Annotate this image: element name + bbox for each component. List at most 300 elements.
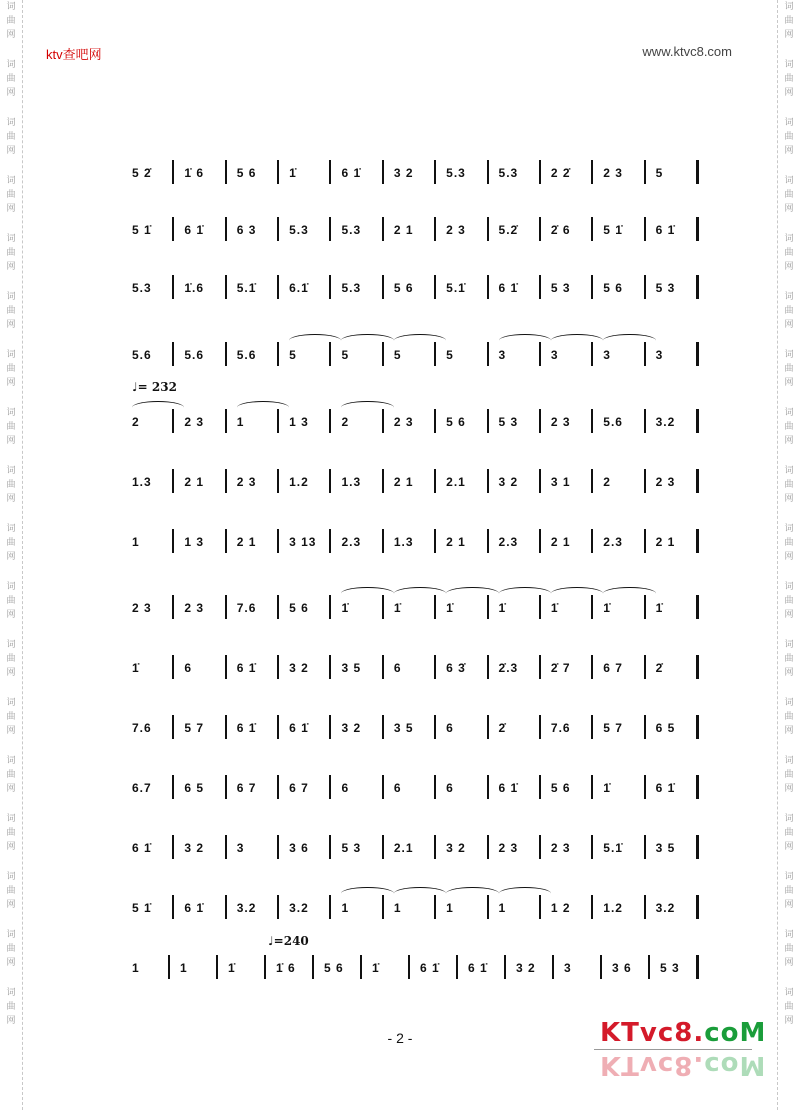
barline xyxy=(591,275,593,299)
barline xyxy=(382,469,384,493)
note-group: 5 xyxy=(341,348,350,362)
barline xyxy=(172,469,174,493)
watermark-text: 词 曲 网 xyxy=(784,698,794,736)
barline xyxy=(172,895,174,919)
barline xyxy=(644,715,646,739)
note-group: 3 5 xyxy=(341,661,362,675)
note-group: 1.2 xyxy=(289,475,309,489)
note-group: 2 xyxy=(132,415,140,429)
note-group: 5.2̇ xyxy=(498,223,519,237)
note-group: 2 3 xyxy=(184,601,205,615)
note-group: 2 1 xyxy=(184,475,205,489)
barline xyxy=(434,835,436,859)
barline xyxy=(329,529,331,553)
barline xyxy=(487,342,489,366)
note-group: 6 5 xyxy=(184,781,205,795)
barline xyxy=(172,217,174,241)
slur-tie xyxy=(132,401,184,414)
score-row xyxy=(124,713,700,743)
barline xyxy=(591,160,593,184)
slur-tie xyxy=(289,334,341,347)
note-group: 1.3 xyxy=(393,535,414,549)
slur-tie xyxy=(446,887,498,900)
note-group: 1.3 xyxy=(132,475,152,489)
final-barline xyxy=(696,342,699,366)
barline xyxy=(591,655,593,679)
barline xyxy=(644,529,646,553)
barline xyxy=(539,409,541,433)
barline xyxy=(382,529,384,553)
note-group: 5 1̇ xyxy=(132,223,152,237)
watermark-text: 词 曲 网 xyxy=(784,872,794,910)
note-group: 2 2̇ xyxy=(550,166,571,180)
barline xyxy=(277,895,279,919)
barline xyxy=(434,275,436,299)
slur-tie xyxy=(551,334,603,347)
score-row xyxy=(124,273,700,303)
note-group: 3.2 xyxy=(655,415,676,429)
note-group: 2 3 xyxy=(550,841,571,855)
note-group: 3 2 xyxy=(446,841,466,855)
watermark-text: 词 曲 网 xyxy=(6,234,16,272)
barline xyxy=(225,342,227,366)
note-group: 5 6 xyxy=(324,961,344,975)
barline xyxy=(539,275,541,299)
score-row xyxy=(124,527,700,557)
watermark-text: 词 曲 网 xyxy=(6,698,16,736)
note-group: 1̇ xyxy=(393,601,402,615)
note-group: 6 xyxy=(446,721,454,735)
score-row xyxy=(124,653,700,683)
note-group: 5 1̇ xyxy=(603,223,623,237)
note-group: 2 3 xyxy=(236,475,257,489)
barline xyxy=(329,715,331,739)
barline xyxy=(277,715,279,739)
note-group: 6 7 xyxy=(236,781,257,795)
barline xyxy=(644,409,646,433)
watermark-text: 词 曲 网 xyxy=(6,640,16,678)
barline xyxy=(329,275,331,299)
right-margin-watermark xyxy=(777,0,800,1110)
barline xyxy=(487,835,489,859)
note-group: 6 3̇ xyxy=(446,661,466,675)
note-group: 1 xyxy=(132,961,140,975)
barline xyxy=(487,217,489,241)
barline xyxy=(434,715,436,739)
note-group: 3 5 xyxy=(393,721,414,735)
note-group: 3 xyxy=(236,841,245,855)
note-group: 3 xyxy=(655,348,664,362)
note-group: 6 1̇ xyxy=(184,901,205,915)
note-group: 6 3 xyxy=(236,223,257,237)
watermark-text: 词 曲 网 xyxy=(6,292,16,330)
score-row xyxy=(124,833,700,863)
note-group: 5 6 xyxy=(393,281,414,295)
note-group: 1̇ xyxy=(550,601,559,615)
note-group: 2 3 xyxy=(498,841,519,855)
barline xyxy=(172,160,174,184)
barline xyxy=(172,275,174,299)
barline xyxy=(225,275,227,299)
barline xyxy=(539,655,541,679)
note-group: 6 1̇ xyxy=(132,841,152,855)
note-group: 5 3 xyxy=(655,281,676,295)
barline xyxy=(487,775,489,799)
note-group: 3 2 xyxy=(393,166,414,180)
note-group: 6 xyxy=(393,781,402,795)
note-group: 1 xyxy=(236,415,245,429)
watermark-text: 词 曲 网 xyxy=(784,756,794,794)
barline xyxy=(277,275,279,299)
watermark-text: 词 曲 网 xyxy=(6,350,16,388)
note-group: 6 5 xyxy=(655,721,676,735)
final-barline xyxy=(696,895,699,919)
note-group: 6 1̇ xyxy=(498,781,519,795)
barline xyxy=(487,409,489,433)
final-barline xyxy=(696,835,699,859)
score-row xyxy=(124,340,700,370)
barline xyxy=(329,595,331,619)
note-group: 7.6 xyxy=(132,721,152,735)
barline xyxy=(382,217,384,241)
barline xyxy=(312,955,314,979)
note-group: 2 1 xyxy=(393,475,414,489)
note-group: 5 xyxy=(446,348,454,362)
note-group: 3 2 xyxy=(341,721,362,735)
barline xyxy=(539,715,541,739)
watermark-text: 词 曲 网 xyxy=(784,234,794,272)
barline xyxy=(329,895,331,919)
slur-tie xyxy=(551,587,603,600)
note-group: 1̇ xyxy=(132,661,140,675)
barline xyxy=(552,955,554,979)
note-group: 3 1 xyxy=(550,475,571,489)
note-group: 1.2 xyxy=(603,901,623,915)
final-barline xyxy=(696,775,699,799)
watermark-text: 词 曲 网 xyxy=(784,118,794,156)
barline xyxy=(225,469,227,493)
note-group: 1.3 xyxy=(341,475,362,489)
barline xyxy=(456,955,458,979)
note-group: 5.1̇ xyxy=(603,841,623,855)
note-group: 5 6 xyxy=(550,781,571,795)
barline xyxy=(644,895,646,919)
watermark-text: 词 曲 网 xyxy=(6,582,16,620)
barline xyxy=(644,217,646,241)
note-group: 6 1̇ xyxy=(655,223,676,237)
barline xyxy=(216,955,218,979)
watermark-text: 词 曲 网 xyxy=(6,408,16,446)
note-group: 6.1̇ xyxy=(289,281,309,295)
note-group: 6 1̇ xyxy=(236,721,257,735)
barline xyxy=(382,655,384,679)
note-group: 2 3 xyxy=(393,415,414,429)
barline xyxy=(591,775,593,799)
barline xyxy=(277,342,279,366)
slur-tie xyxy=(341,401,393,414)
note-group: 3.2 xyxy=(289,901,309,915)
final-barline xyxy=(696,217,699,241)
note-group: 5.3 xyxy=(341,223,362,237)
barline xyxy=(382,715,384,739)
note-group: 2 xyxy=(603,475,611,489)
ktvc8-logo-reflection: KTvc8.coM xyxy=(600,1050,767,1080)
barline xyxy=(277,655,279,679)
barline xyxy=(172,529,174,553)
note-group: 5.1̇ xyxy=(236,281,257,295)
note-group: 6 1̇ xyxy=(236,661,257,675)
barline xyxy=(329,655,331,679)
note-group: 3 5 xyxy=(655,841,676,855)
barline xyxy=(225,595,227,619)
note-group: 1̇ xyxy=(655,601,664,615)
watermark-text: 词 曲 网 xyxy=(6,930,16,968)
note-group: 2 3 xyxy=(603,166,623,180)
watermark-text: 词 曲 网 xyxy=(6,2,16,40)
note-group: 6 1̇ xyxy=(341,166,362,180)
note-group: 2̇.3 xyxy=(498,661,519,675)
barline xyxy=(591,409,593,433)
final-barline xyxy=(696,409,699,433)
barline xyxy=(225,895,227,919)
note-group: 1̇.6 xyxy=(184,281,205,295)
slur-tie xyxy=(341,887,393,900)
barline xyxy=(225,655,227,679)
barline xyxy=(277,529,279,553)
note-group: 1 3 xyxy=(289,415,309,429)
watermark-text: 词 曲 网 xyxy=(6,118,16,156)
barline xyxy=(225,835,227,859)
note-group: 6 1̇ xyxy=(184,223,205,237)
note-group: 6 xyxy=(393,661,402,675)
barline xyxy=(434,655,436,679)
barline xyxy=(539,835,541,859)
note-group: 3 2 xyxy=(289,661,309,675)
final-barline xyxy=(696,655,699,679)
note-group: 1 xyxy=(132,535,140,549)
barline xyxy=(277,835,279,859)
slur-tie xyxy=(394,334,446,347)
note-group: 6 1̇ xyxy=(498,281,519,295)
note-group: 1̇ xyxy=(603,601,611,615)
final-barline xyxy=(696,529,699,553)
score-row xyxy=(124,407,700,437)
barline xyxy=(591,895,593,919)
barline xyxy=(382,275,384,299)
note-group: 2 1 xyxy=(446,535,466,549)
tempo-mark-2: ♩=240 xyxy=(268,934,309,948)
note-group: 2 3 xyxy=(550,415,571,429)
note-group: 1 xyxy=(180,961,188,975)
note-group: 3 2 xyxy=(516,961,536,975)
barline xyxy=(644,835,646,859)
note-group: 5 3 xyxy=(498,415,519,429)
watermark-text: 词 曲 网 xyxy=(784,814,794,852)
note-group: 6 7 xyxy=(603,661,623,675)
note-group: 2 3 xyxy=(132,601,152,615)
note-group: 5 3 xyxy=(660,961,680,975)
note-group: 5 3 xyxy=(341,841,362,855)
barline xyxy=(329,469,331,493)
watermark-text: 词 曲 网 xyxy=(6,176,16,214)
barline xyxy=(277,160,279,184)
barline xyxy=(434,469,436,493)
note-group: 5 3 xyxy=(550,281,571,295)
note-group: 2 1 xyxy=(550,535,571,549)
barline xyxy=(539,775,541,799)
note-group: 2̇ xyxy=(498,721,507,735)
score-row xyxy=(124,467,700,497)
note-group: 3 2 xyxy=(184,841,205,855)
barline xyxy=(172,595,174,619)
note-group: 2.3 xyxy=(498,535,519,549)
barline xyxy=(487,655,489,679)
note-group: 1̇ xyxy=(372,961,380,975)
barline xyxy=(225,715,227,739)
note-group: 2 1 xyxy=(236,535,257,549)
watermark-text: 词 曲 网 xyxy=(784,640,794,678)
barline xyxy=(434,160,436,184)
site-url: www.ktvc8.com xyxy=(642,44,732,59)
note-group: 5 xyxy=(393,348,402,362)
note-group: 1̇ 6 xyxy=(184,166,205,180)
note-group: 2.1 xyxy=(446,475,466,489)
watermark-text: 词 曲 网 xyxy=(6,466,16,504)
barline xyxy=(172,835,174,859)
note-group: 2 3 xyxy=(655,475,676,489)
watermark-text: 词 曲 网 xyxy=(784,930,794,968)
barline xyxy=(172,342,174,366)
final-barline xyxy=(696,160,699,184)
note-group: 1̇ xyxy=(289,166,297,180)
tempo-mark-1: ♩= 232 xyxy=(132,380,177,394)
note-group: 6.7 xyxy=(132,781,152,795)
barline xyxy=(434,529,436,553)
note-group: 1 xyxy=(498,901,507,915)
watermark-text: 词 曲 网 xyxy=(784,350,794,388)
watermark-text: 词 曲 网 xyxy=(6,524,16,562)
watermark-text: 词 曲 网 xyxy=(784,176,794,214)
watermark-text: 词 曲 网 xyxy=(784,60,794,98)
barline xyxy=(382,835,384,859)
barline xyxy=(329,160,331,184)
note-group: 1 xyxy=(341,901,350,915)
note-group: 5 1̇ xyxy=(132,901,152,915)
slur-tie xyxy=(499,887,551,900)
barline xyxy=(277,469,279,493)
note-group: 2 1 xyxy=(655,535,676,549)
barline xyxy=(434,409,436,433)
barline xyxy=(487,715,489,739)
watermark-text: 词 曲 网 xyxy=(784,408,794,446)
barline xyxy=(591,835,593,859)
note-group: 1̇ xyxy=(498,601,507,615)
barline xyxy=(539,217,541,241)
score-row xyxy=(124,893,700,923)
watermark-text: 词 曲 网 xyxy=(784,292,794,330)
note-group: 5.6 xyxy=(184,348,205,362)
note-group: 6 7 xyxy=(289,781,309,795)
watermark-text: 词 曲 网 xyxy=(6,814,16,852)
note-group: 3 6 xyxy=(289,841,309,855)
note-group: 1 3 xyxy=(184,535,205,549)
barline xyxy=(644,275,646,299)
watermark-text: 词 曲 网 xyxy=(784,2,794,40)
note-group: 3.2 xyxy=(655,901,676,915)
barline xyxy=(172,775,174,799)
note-group: 3 13 xyxy=(289,535,317,549)
barline xyxy=(264,955,266,979)
note-group: 5 6 xyxy=(236,166,257,180)
barline xyxy=(644,469,646,493)
slur-tie xyxy=(394,887,446,900)
score-row xyxy=(124,953,700,983)
barline xyxy=(644,775,646,799)
note-group: 7.6 xyxy=(236,601,257,615)
note-group: 5.3 xyxy=(341,281,362,295)
note-group: 1 xyxy=(393,901,402,915)
barline xyxy=(172,655,174,679)
watermark-text: 词 曲 网 xyxy=(784,466,794,504)
left-margin-watermark xyxy=(0,0,23,1110)
note-group: 5 6 xyxy=(289,601,309,615)
barline xyxy=(487,160,489,184)
note-group: 6 1̇ xyxy=(655,781,676,795)
slur-tie xyxy=(341,587,393,600)
note-group: 3 xyxy=(564,961,572,975)
barline xyxy=(487,275,489,299)
note-group: 2.3 xyxy=(341,535,362,549)
barline xyxy=(591,217,593,241)
note-group: 5.3 xyxy=(289,223,309,237)
barline xyxy=(487,529,489,553)
note-group: 5.6 xyxy=(132,348,152,362)
note-group: 3 xyxy=(550,348,559,362)
final-barline xyxy=(696,715,699,739)
barline xyxy=(360,955,362,979)
note-group: 3 6 xyxy=(612,961,632,975)
note-group: 5 xyxy=(655,166,664,180)
note-group: 1 xyxy=(446,901,454,915)
note-group: 5.3 xyxy=(446,166,466,180)
barline xyxy=(225,217,227,241)
note-group: 2 3 xyxy=(446,223,466,237)
numbered-music-score xyxy=(124,0,700,1110)
note-group: 2 xyxy=(341,415,350,429)
barline xyxy=(434,775,436,799)
note-group: 5 2̇ xyxy=(132,166,152,180)
note-group: 1̇ 6 xyxy=(276,961,296,975)
note-group: 5.3 xyxy=(498,166,519,180)
watermark-text: 词 曲 网 xyxy=(6,988,16,1026)
watermark-text: 词 曲 网 xyxy=(6,756,16,794)
barline xyxy=(434,217,436,241)
slur-tie xyxy=(341,334,393,347)
note-group: 3.2 xyxy=(236,901,257,915)
final-barline xyxy=(696,469,699,493)
watermark-text: 词 曲 网 xyxy=(784,524,794,562)
barline xyxy=(329,775,331,799)
note-group: 2̇ 6 xyxy=(550,223,571,237)
barline xyxy=(329,217,331,241)
barline xyxy=(644,160,646,184)
note-group: 6 xyxy=(184,661,193,675)
barline xyxy=(591,529,593,553)
watermark-text: 词 曲 网 xyxy=(784,988,794,1026)
barline xyxy=(225,775,227,799)
site-name: ktv查吧网 xyxy=(46,47,102,62)
page-number: - 2 - xyxy=(387,1030,413,1046)
